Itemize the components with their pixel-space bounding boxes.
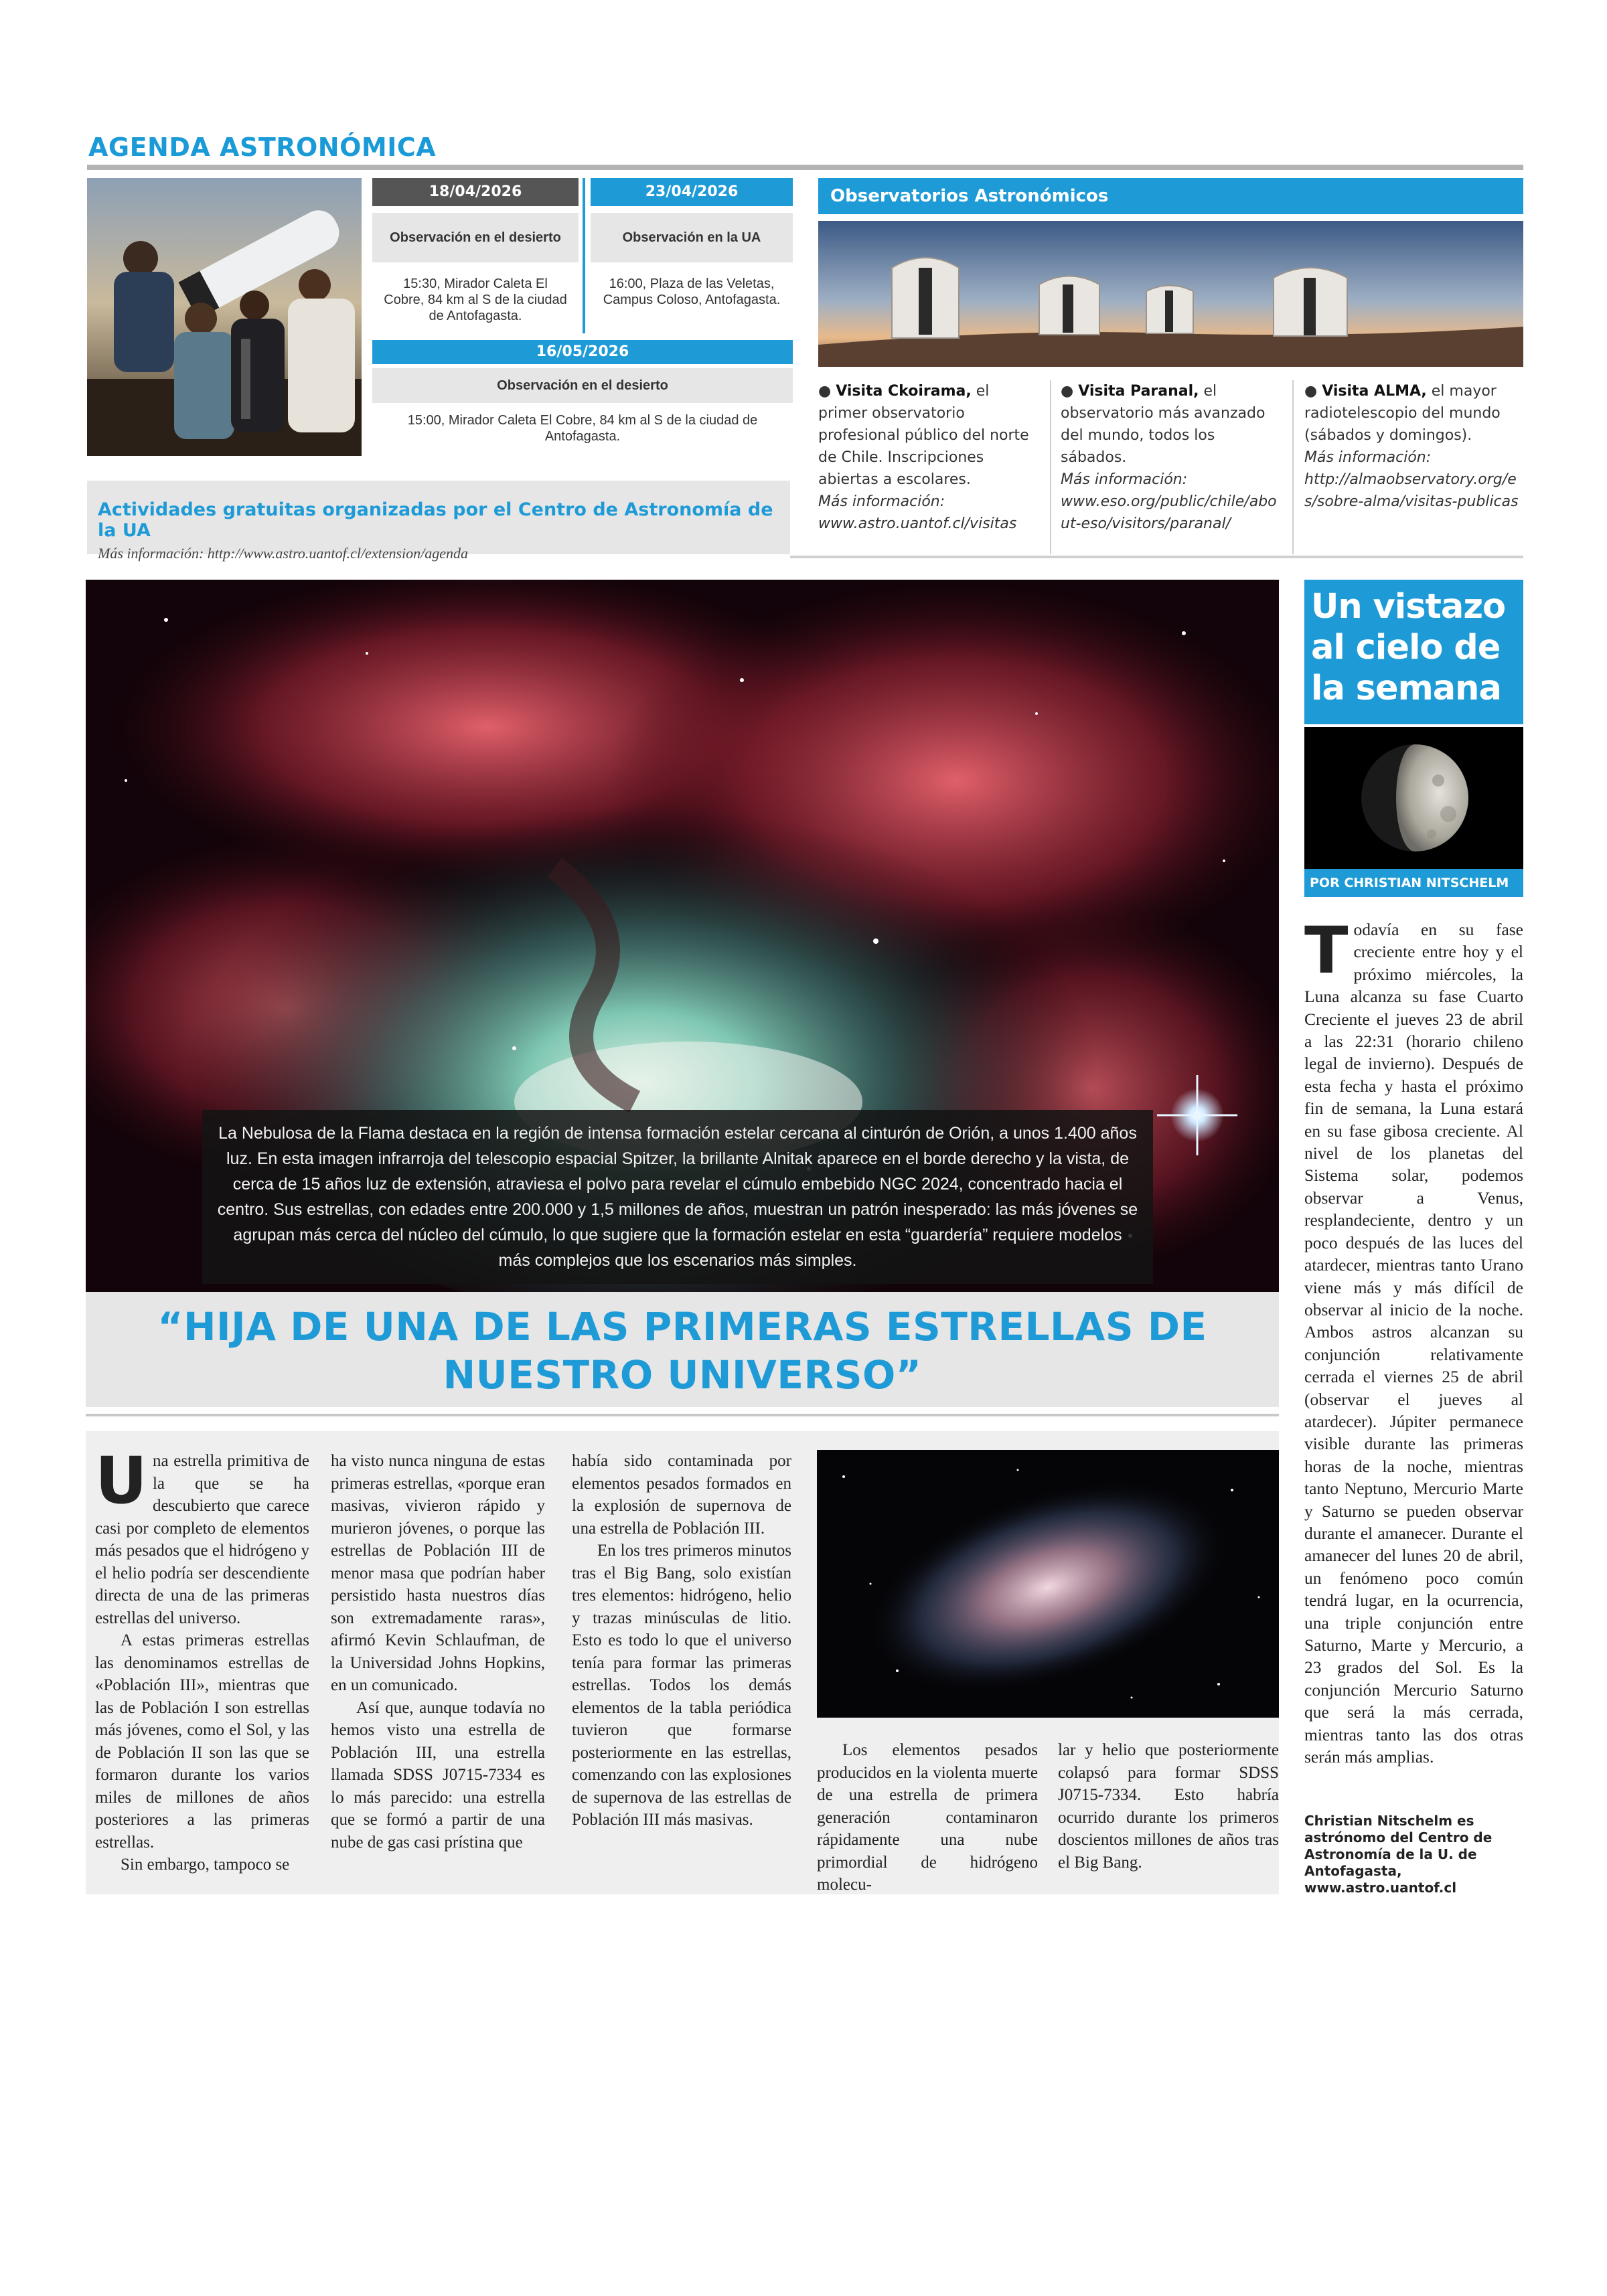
visit-ckoirama xyxy=(818,380,1039,535)
article-paragraph: Sin embargo, tampoco se xyxy=(121,1856,290,1874)
article-paragraph: En los tres primeros minutos tras el Big Bang, solo existían tres elementos: hidrógeno, helio y trazas minúsculas de litio. Esto es todo lo que el universo tenía para formar las primeras estrellas. Todos los demás elementos de la tabla periódica tuvieron que formarse posteriormente en las estrellas, comenzando con las explosiones de supernova de las estrellas de Población III más masivas. xyxy=(572,1542,791,1829)
event-card xyxy=(372,340,793,444)
visit-more-label: Más información: xyxy=(1304,449,1432,466)
galaxy-image xyxy=(817,1450,1279,1718)
visit-desc: el mayor radiotelescopio del mundo (sábados y domingos). xyxy=(1304,383,1501,444)
article-paragraph: A estas primeras estrellas las denominamos estrellas de «Población III», mientras que las de Población I son estrellas más jóvenes, como el Sol, y las de Población II son las que se formaron durante los varios miles de millones de años posteriores a las primeras estrellas. xyxy=(95,1631,309,1852)
section-divider xyxy=(87,165,1523,170)
event-date: 18/04/2026 xyxy=(372,178,579,206)
section-divider xyxy=(86,1414,1279,1416)
telescope-photo xyxy=(87,178,362,456)
event-title: Observación en la UA xyxy=(591,213,793,262)
sidebar-title-box xyxy=(1304,580,1523,724)
column-divider xyxy=(583,178,585,333)
section-divider xyxy=(790,556,1523,558)
article-paragraph: ha visto nunca ninguna de estas primeras estrellas, «porque eran masivas, vivieron rápido y murieron jóvenes, o porque las estrellas de Población III de menor masa que podrían haber persistido hasta nuestros días son extremadamente raras», afirmó Kevin Schlaufman, de la Universidad Johns Hopkins, en un comunicado. xyxy=(331,1452,545,1694)
article-paragraph: Una estrella primitiva de la que se ha descubierto que carece casi por completo de elementos más pesados que el hidrógeno y el helio podría ser descendiente directa de una de las primeras estrellas del universo. xyxy=(95,1443,309,1627)
visit-name: Visita ALMA, xyxy=(1322,383,1427,400)
event-title: Observación en el desierto xyxy=(372,213,579,262)
drop-cap: T xyxy=(1304,913,1349,988)
visit-more-label: Más información: xyxy=(1061,471,1188,488)
visit-paranal xyxy=(1061,380,1282,535)
sidebar-text xyxy=(1304,913,1523,1768)
event-title: Observación en el desierto xyxy=(372,368,793,403)
visit-name: Visita Paranal, xyxy=(1078,383,1199,400)
column-divider xyxy=(1292,380,1294,554)
article-paragraph: lar y helio que posteriormente colapsó para formar SDSS J0715-7334. Esto habría ocurrido durante los primeros doscientos millones de años tras el Big Bang. xyxy=(1058,1741,1279,1872)
author-bio: Christian Nitschelm es astrónomo del Centro de Astronomía de la U. de Antofagasta, www.astro.uantof.cl xyxy=(1304,1813,1493,1896)
article-paragraph: Los elementos pesados producidos en la violenta muerte de una estrella de primera generación contaminaron rápidamente una nube primordial de hidrógeno molecu- xyxy=(817,1741,1038,1894)
visit-link[interactable]: http://almaobservatory.org/es/sobre-alma/visitas-publicas xyxy=(1304,471,1519,510)
visit-desc: el observatorio más avanzado del mundo, todos los sábados. xyxy=(1061,383,1266,466)
bullet-icon: ● xyxy=(1304,383,1318,400)
observatories-photo xyxy=(818,221,1523,367)
event-card xyxy=(372,178,579,324)
free-activities-link[interactable]: Más información: http://www.astro.uantof.cl/extension/agenda xyxy=(98,545,469,562)
article-column-3 xyxy=(572,1450,791,1831)
observatories-header: Observatorios Astronómicos xyxy=(818,178,1523,214)
visit-more-label: Más información: xyxy=(818,493,945,510)
sidebar-title-line: la semana xyxy=(1311,669,1501,708)
event-date: 23/04/2026 xyxy=(591,178,793,206)
article-paragraph: Así que, aunque todavía no hemos visto una estrella de Población III, una estrella llamada SDSS J0715-7334 es lo más parecido: una estrella que se formó a partir de una nube de gas casi prístina que xyxy=(331,1698,545,1852)
bullet-icon: ● xyxy=(1061,383,1074,400)
visit-name: Visita Ckoirama, xyxy=(836,383,972,400)
article-column-2 xyxy=(331,1450,545,1854)
nebula-caption: La Nebulosa de la Flama destaca en la región de intensa formación estelar cercana al cinturón de Orión, a unos 1.400 años luz. En esta imagen infrarroja del telescopio espacial Spitzer, la brillante Alnitak aparece en el borde derecho y la vista, de cerca de 15 años luz de extensión, atraviesa el polvo para revelar el cúmulo embebido NGC 2024, concentrado hacia el centro. Sus estrellas, con edades entre 200.000 y 1,5 millones de años, muestran un patrón inesperado: las más jóvenes se agrupan más cerca del núcleo del cúmulo, lo que sugiere que la formación estelar en esta “guardería” requiere modelos más complejos que los escenarios más simples. xyxy=(202,1110,1153,1284)
sidebar-paragraph: odavía en su fase creciente entre hoy y el próximo miércoles, la Luna alcanza su fase Cuarto Creciente el jueves 23 de abril a las 22:31 (horario chileno legal de invierno). Después de esta fecha y hasta el próximo fin de semana, la Luna estará en su fase gibosa creciente. Al nivel de los planetas del Sistema solar, podemos observar a Venus, resplandeciente, dentro y un poco después de las luces del atardecer, mientras tanto Urano viene más y más difícil de observar al inicio de la noche. Ambos astros alcanzan su conjunción relativamente cerrada el viernes 25 de abril (observar el jueves al atardecer). Júpiter permanece visible durante las primeras horas de la noche, mientras tanto Neptuno, Mercurio Marte y Saturno se pueden observar durante el amanecer. Durante el amanecer del lunes 20 de abril, un fenómeno poco común tendrá lugar, en la ocurrencia, una triple conjunción entre Saturno, Marte y Mercurio, a 23 grados del Sol. Es la conjunción Mercurio Saturno que será la más cerrada, mientras tanto las dos otras serán más amplias. xyxy=(1304,920,1523,1767)
event-date: 16/05/2026 xyxy=(372,340,793,364)
sidebar-title-line: al cielo de xyxy=(1311,628,1501,667)
event-place: 15:30, Mirador Caleta El Cobre, 84 km al S de la ciudad de Antofagasta. xyxy=(384,276,567,323)
visit-link[interactable]: www.eso.org/public/chile/about-eso/visitors/paranal/ xyxy=(1061,493,1277,532)
event-place: 16:00, Plaza de las Veletas, Campus Coloso, Antofagasta. xyxy=(603,276,781,307)
drop-cap: U xyxy=(95,1443,147,1518)
article-column-5 xyxy=(1058,1739,1279,1874)
article-paragraph: había sido contaminada por elementos pesados formados en la explosión de supernova de una estrella de Población III. xyxy=(572,1452,791,1538)
visit-alma xyxy=(1304,380,1523,513)
article-column-1 xyxy=(95,1443,309,1876)
free-activities-title: Actividades gratuitas organizadas por el Centro de Astronomía de la UA xyxy=(98,499,773,541)
event-card xyxy=(591,178,793,308)
free-activities-box xyxy=(87,481,790,562)
sidebar-byline: POR CHRISTIAN NITSCHELM xyxy=(1304,869,1523,897)
column-divider xyxy=(1050,380,1051,554)
bullet-icon: ● xyxy=(818,383,832,400)
sidebar-title-line: Un vistazo xyxy=(1311,587,1506,627)
article-column-4 xyxy=(817,1739,1038,1896)
visit-desc: el primer observatorio profesional público del norte de Chile. Inscripciones abiertas a escolares. xyxy=(818,383,1029,488)
moon-image xyxy=(1304,727,1523,869)
section-title: AGENDA ASTRONÓMICA xyxy=(88,133,437,162)
visit-link[interactable]: www.astro.uantof.cl/visitas xyxy=(818,515,1017,532)
article-headline: “HIJA DE UNA DE LAS PRIMERAS ESTRELLAS DE NUESTRO UNIVERSO” xyxy=(157,1304,1207,1398)
event-place: 15:00, Mirador Caleta El Cobre, 84 km al S de la ciudad de Antofagasta. xyxy=(407,413,758,444)
